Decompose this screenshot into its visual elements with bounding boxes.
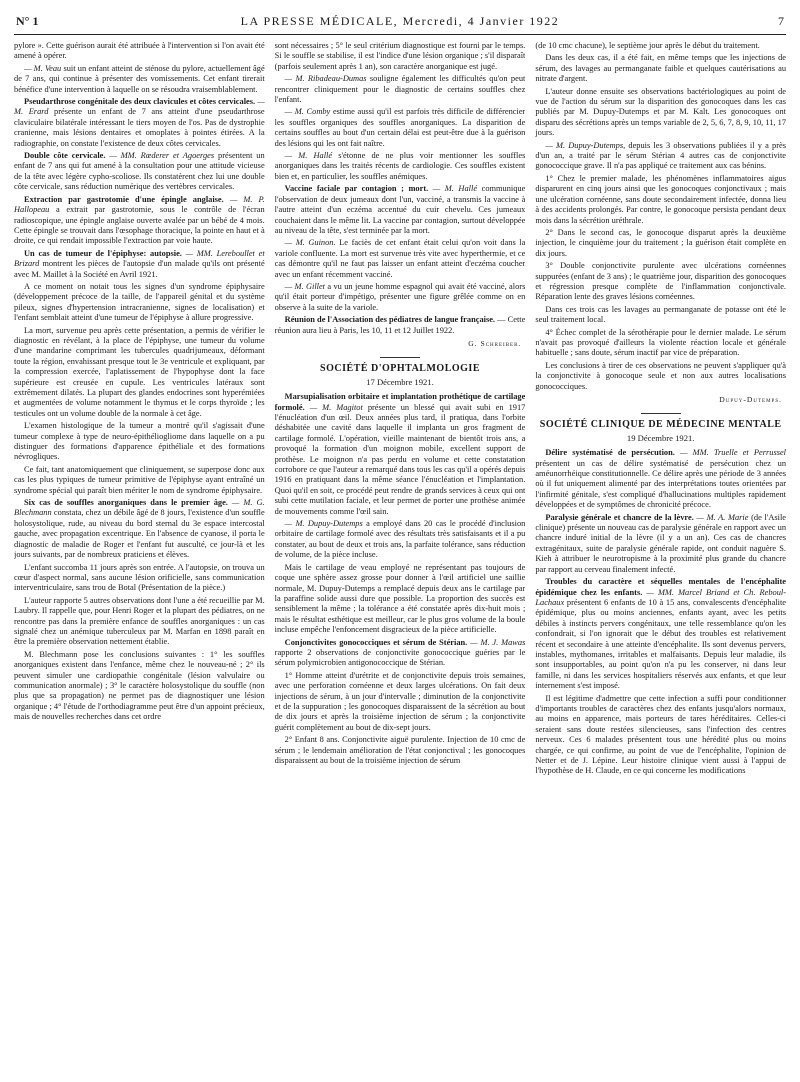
column-3 bbox=[535, 41, 786, 1081]
paragraph bbox=[535, 228, 786, 259]
paragraph bbox=[14, 64, 265, 95]
paragraph bbox=[275, 519, 526, 561]
author-name: — M. Erard bbox=[14, 97, 265, 117]
paragraph bbox=[275, 74, 526, 105]
paragraph-heading: Extraction par gastrotomie d'une épingle anglaise. bbox=[24, 194, 224, 204]
paragraph-text: rapporte 2 observations de conjonctivite gonococcique guéries par le sérum polymicrobien antigonococcique de Stérian. bbox=[274, 647, 526, 668]
signature: G. Schreiber. bbox=[468, 338, 522, 348]
paragraph-text: constata, chez un débile âgé de 8 jours, l'existence d'un souffle holosystolique, rude, au niveau du bord sternal du 3e espace intercostal gauche, avec propagation excentrique. En l'absence de cyanose, il porta le diagnostic de maladie de Roger et l'enfant fut ausculté, ce jour-là et les jours suivants, par de nombreux praticiens et élèves. bbox=[14, 508, 265, 560]
paragraph bbox=[535, 141, 786, 172]
paragraph bbox=[14, 97, 265, 149]
paragraph bbox=[14, 41, 265, 62]
paragraph-text: (de 10 cmc chacune), le septième jour après le début du traitement. bbox=[535, 41, 760, 50]
paragraph-text: pylore ». Cette guérison aurait été attribuée à l'intervention si l'on avait été amené à opérer. bbox=[14, 41, 265, 61]
paragraph-text: Il est légitime d'admettre que cette infection a suffi pour conditionner d'importants troubles de caractères chez des enfants jusqu'alors normaux, au moins en apparence, mais porteurs de tares héréditaires. Celles-ci seraient sans doute restées silencieuses, sans l'infection des centres nerveux. Ces 6 malades présentent tous une hérédité plus ou moins chargée, ce qui confirme, au point de vue de l'encéphalite, l'opinion de Netter et de J. Lépine. Leur histoire clinique vient aussi à l'appui de l'hypothèse de H. Claude, en ce qui concerne les modifications bbox=[535, 693, 786, 776]
paragraph-text: (de l'Asile clinique) présente un nouveau cas de paralysie générale en rapport avec un chancre induré initial de la lèvre (il y a un an). Ces cas de chancres extragénitaux, suite de paralysie générale rapide, ont conduit naguère S. Kieh à attribuer le neurotropisme à la proximité plus grande du chancre par rapport au cerveau finalement infecté. bbox=[535, 512, 786, 574]
author-name: — MM. Marcel Briand et Ch. Reboul-Lachaux bbox=[535, 587, 786, 607]
paragraph bbox=[14, 650, 265, 723]
paragraph bbox=[14, 282, 265, 324]
paragraph-text: 4° Échec complet de la sérothérapie pour le dernier malade. Le sérum n'avait pas provoqué d'ailleurs la violente réaction locale et générale habituelle ; sans doute, sérum inactif par vice de préparation. bbox=[535, 327, 786, 358]
paragraph-heading: Marsupialisation orbitaire et implantation prothétique de cartilage formolé. bbox=[274, 392, 526, 412]
paragraph-text: Ce fait, tant anatomiquement que cliniquement, se superpose donc aux cas les plus typiques de tumeur primitive de l'épiphyse ayant entraîné un syndrome spécial qui paraît bien mériter le nom de syndrome épiphysaire. bbox=[14, 464, 265, 495]
paragraph-text: A ce moment on notait tous les signes d'un syndrome épiphysaire (développement précoce de la taille, de l'appareil génital et du système pileux, signes d'hypertension intracranienne, signes de localisation) et l'enfant semblait atteint d'une tumeur de l'épiphyse à allure progressive. bbox=[14, 281, 265, 323]
paragraph bbox=[275, 41, 526, 72]
author-name: — M. Ribadeau-Dumas bbox=[284, 74, 367, 84]
paragraph-text: La mort, survenue peu après cette présentation, a permis de vérifier le diagnostic en révélant, à la place de l'épiphyse, une tumeur du volume d'une mandarine comprimant les tubercules quadrijumeaux, déformant toute la région, envahissant presque tout le 3e ventricule et expliquant, par la compression exercée, l'aplatissement de l'hypophyse dont la face supérieure est creusée en cupule. Les ventricules latéraux sont extrêmement dilatés. La plupart des glandes endocrines sont hyperémiées et augmentées de volume notamment le thymus et le corps thyroïde ; les testicules ont un volume double de la normale à cet âge. bbox=[14, 325, 265, 418]
paragraph bbox=[14, 563, 265, 594]
issue-number: N° 1 bbox=[16, 14, 39, 28]
paragraph-text: a vu un jeune homme espagnol qui avait été vacciné, alors qu'il était porteur d'impétigo, présenter une figure grêlée comme on en observe à la suite de la variole. bbox=[274, 281, 526, 312]
paragraph bbox=[14, 465, 265, 496]
paragraph bbox=[535, 305, 786, 326]
paragraph-text: depuis les 3 observations publiées il y a près d'un an, a traité par le sérum Stérian 4 autres cas de conjonctivite gonococcique grave. Il n'a pas appliqué ce traitement aux cas bénins. bbox=[535, 140, 786, 171]
paragraph-heading: Vaccine faciale par contagion ; mort. bbox=[284, 184, 429, 194]
column-1 bbox=[14, 41, 265, 1081]
paragraph-text: a extrait par gastrotomie, sous le contrôle de l'écran radioscopique, une épingle anglaise ouverte avalée par un bébé de 4 mois. Cette épingle se trouvait dans l'œsophage thoracique, la pointe en haut et à droite, ce qui rendait impossible l'extraction par voie haute. bbox=[14, 205, 265, 246]
paragraph-heading: Paralysie générale et chancre de la lèvre. bbox=[545, 512, 694, 522]
author-name: — M. Gillet bbox=[284, 281, 326, 291]
paragraph-text: Dans ces trois cas les lavages au permanganate de potasse ont été le seul traitement local. bbox=[535, 304, 786, 325]
paragraph bbox=[535, 577, 786, 691]
paragraph bbox=[535, 694, 786, 777]
paragraph bbox=[275, 282, 526, 313]
text-columns bbox=[14, 41, 786, 1081]
paragraph bbox=[14, 421, 265, 463]
paragraph bbox=[535, 87, 786, 139]
paragraph bbox=[535, 328, 786, 359]
author-name: — M. Dupuy-Dutemps, bbox=[545, 140, 626, 150]
author-name: — M. J. Mawas bbox=[467, 637, 526, 647]
paragraph bbox=[275, 392, 526, 517]
paragraph-text: L'enfant succomba 11 jours après son entrée. A l'autopsie, on trouva un cœur d'aspect normal, sans aucune lésion orificielle, sans communication interventriculaire, sans trou de Botal (Présentation de la pièce.) bbox=[14, 562, 265, 593]
author-name: — M. Dupuy-Dutemps bbox=[284, 519, 363, 529]
divider bbox=[641, 413, 681, 414]
paragraph-text: souligne également les difficultés qu'on peut rencontrer cliniquement pour le diagnostic de certains souffles chez l'enfant. bbox=[274, 74, 526, 105]
paragraph bbox=[275, 735, 526, 766]
section-title: SOCIÉTÉ D'OPHTALMOLOGIE bbox=[320, 363, 480, 375]
page-header bbox=[14, 6, 786, 35]
paragraph-text: Les conclusions à tirer de ces observations ne peuvent s'appliquer qu'à la conjonctivite à gonocoque seule et non aux autres localisations gonococciques. bbox=[535, 360, 786, 391]
section-date: 17 Décembre 1921. bbox=[366, 376, 434, 387]
author-name: — M. Veau bbox=[24, 63, 62, 73]
paragraph-text: présente un blessé qui avait subi en 1917 l'énucléation d'un œil. Deux années plus tard, il pratiqua, dans l'orbite déshabitée une cavité dans laquelle il implanta un gros fragment de cartilage formolé. L'opération, vieille maintenant de bientôt trois ans, a provoqué la formation d'un moignon mobile, excellent support de prothèse. Le moignon n'a pas perdu en volume et cette constatation corrobore ce que l'auteur a remarqué dans tous les cas qu'il a opérés depuis 1916 en pratiquant dans la même séance l'énucléation et l'implantation. Quoi qu'il en soit, ce procédé peut rendre de grands services à ceux qui ont subi cette mutilation faciale, et leur permet de porter une prothèse animée de mouvements comme l'œil sain. bbox=[274, 402, 526, 516]
author-name: — MM. Truelle et Perrussel bbox=[674, 448, 786, 458]
signature: Dupuy-Dutemps. bbox=[719, 395, 783, 404]
paragraph bbox=[535, 53, 786, 84]
paragraph-text: présentent un cas de délire systématisé de persécution chez un améunorrhéique constitutionnelle. Ce délire après une période de 3 années où il fut uniquement alimenté par des interprétations toutes orientées par l'infirmité génitale, s'est compliqué d'hallucinations multiples rapidement développées et de symptômes de chronicité précoce. bbox=[535, 458, 786, 510]
paragraph-text: communique l'observation de deux jumeaux dont l'un, vacciné, a transmis la vaccine à l'autre atteint d'un eczéma accentué du cuir chevelu. Ces jumeaux couchaient dans le même lit. La vaccine par contagion, surtout développée au niveau de la tête, s'est terminée par la mort. bbox=[274, 184, 526, 235]
masthead-title: LA PRESSE MÉDICALE, Mercredi, 4 Janvier 1922 bbox=[240, 14, 560, 28]
author-name: — M. A. Marie bbox=[693, 512, 749, 522]
paragraph-heading: Délire systématisé de persécution. bbox=[545, 448, 675, 458]
paragraph-text: 2° Enfant 8 ans. Conjonctivite aiguë purulente. Injection de 10 cmc de sérum ; le lendemain amélioration de l'état conjonctival ; les gonocoques disparaissent au bout de la troisième injection de sérum bbox=[274, 735, 526, 765]
author-name: — MM. Lereboullet et Brizard bbox=[14, 248, 265, 269]
paragraph bbox=[275, 151, 526, 182]
paragraph bbox=[275, 184, 526, 236]
paragraph-text: 1° Homme atteint d'urétrite et de conjonctivite depuis trois semaines, avec une perforation cornéenne et deux larges ulcérations. On fait deux injections de sérum, à un jour d'intervalle ; diminution de la conjonctivite et de la suppuration ; les gonocoques disparaissent de la sécrétion au bout de dix jours et après la troisième injection de sérum ; la conjonctivite guérit complètement au bout de dix-sept jours. bbox=[274, 670, 526, 732]
paragraph-text: 2° Dans le second cas, le gonocoque disparut après la deuxième injection, le cinquième jour du traitement ; la guérison était complète en dix jours. bbox=[535, 227, 786, 258]
author-name: — M. G. Blechmann bbox=[14, 498, 265, 518]
paragraph bbox=[14, 498, 265, 560]
paragraph-text: M. Blechmann pose les conclusions suivantes : 1° les souffles anorganiques existent dans l'enfance, même chez le nouveau-né ; 2° ils peuvent simuler une cardiopathie congénitale (lésion valvulaire ou communication anormale) ; 3° le caractère holosystolique du souffle (non plus que sa propagation) ne permet pas de diagnostiquer une lésion organique ; 4° l'étude de l'orthodiagramme peut être d'un appoint précieux, mais de nouvelles recherches dans cet ordre bbox=[14, 649, 265, 722]
paragraph bbox=[14, 195, 265, 247]
column-2 bbox=[275, 41, 526, 1081]
paragraph bbox=[535, 513, 786, 575]
paragraph bbox=[275, 107, 526, 149]
paragraph bbox=[275, 315, 526, 336]
paragraph-text: s'étonne de ne plus voir mentionner les souffles anorganiques dans les traités récents de cardiologie. Ces souffles existent bien et, en particulier, les souffles anémiques. bbox=[274, 151, 526, 181]
paragraph-heading: Double côte cervicale. bbox=[24, 151, 106, 161]
paragraph bbox=[275, 563, 526, 636]
paragraph-text: estime aussi qu'il est parfois très difficile de différencier les souffles organiques des souffles anorganiques. La disparition de certains souffles au bout d'un certain délai est peut-être due à la guérison des lésions qui les ont fait naître. bbox=[274, 107, 526, 148]
paragraph-text: — Cette réunion aura lieu à Paris, les 10, 11 et 12 Juillet 1922. bbox=[274, 315, 526, 335]
paragraph-text: L'auteur rapporte 5 autres observations dont l'une a été recueillie par M. Laubry. Il rappelle que, pour Henri Roger et la plupart des pédiatres, on ne rencontre pas dans la première enfance de souffles anorganiques : un cas signalé chez un anémique tuberculeux par M. Marfan en 1898 paraît en être la première observation nettement établie. bbox=[14, 595, 265, 647]
author-name: — M. Hallé bbox=[284, 151, 333, 161]
paragraph bbox=[14, 151, 265, 193]
paragraph bbox=[535, 41, 786, 51]
paragraph-text: suit un enfant atteint de sténose du pylore, actuellement âgé de 7 ans, qui continue à présenter des vomissements. Cet enfant tirerait bénéfice d'une intervention à laquelle on se résoudra vraisemblablement. bbox=[14, 63, 265, 94]
paragraph-text: Mais le cartilage de veau employé ne représentant pas toujours de coque une sphère assez grosse pour donner à l'œil artificiel une saillie normale, M. Dupuy-Dutemps a remplacé depuis deux ans le cartilage par la paraffine solide aussi dure que possible. La proportion des succès est sensiblement la même ; la tolérance a été constatée après dix-huit mois ; mais le résultat esthétique est meilleur, car le plus gros volume de la boule incluse empêche l'enfoncement disgracieux de la pièce artificielle. bbox=[274, 562, 526, 635]
paragraph bbox=[535, 448, 786, 510]
paragraph-text: montrent les pièces de l'autopsie d'un malade qu'ils ont présenté avec M. Maillet à la Société en Avril 1921. bbox=[14, 259, 265, 279]
paragraph-text: présentent 6 enfants de 10 à 15 ans, convalescents d'encéphalite épidémique, plus ou moins anciennes, enfants ayant, avec les petits débiles à instincts pervers congénitaux, une telle ressemblance qu'on les confondrait, si l'on ignorait que le début des troubles est relativement récent et secondaire à une atteinte d'encéphalite. Ils sont devenus pervers, instables, mythomanes, irritables et malfaisants. Depuis leur maladie, ils sont insupportables, au point qu'on n'a pu les conserver, ni dans leur famille, ni dans les services hospitaliers réservés aux enfants, et que leur internement s'est imposé. bbox=[535, 597, 786, 691]
paragraph-text: 3° Double conjonctivite purulente avec ulcérations cornéennes suppurées (enfant de 3 ans) ; le quatrième jour, disparition des gonocoques et régression presque complète de l'inflammation conjonctivale. Réparation lente des graves lésions cornéennes. bbox=[535, 261, 786, 302]
page-number: 7 bbox=[778, 14, 784, 28]
paragraph bbox=[275, 638, 526, 669]
paragraph-text: a employé dans 20 cas le procédé d'inclusion orbitaire de cartilage formolé avec des résultats très satisfaisants et il a pu constater, au bout de deux et trois ans, la parfaite tolérance, sans réduction de volume, de la pièce incluse. bbox=[274, 519, 526, 560]
paragraph-heading: Pseudarthrose congénitale des deux clavicules et côtes cervicales. bbox=[24, 97, 256, 107]
author-name: — MM. Rœderer et Agoerges bbox=[105, 151, 215, 161]
paragraph-text: présente un enfant de 7 ans atteint d'une pseudarthrose claviculaire bilatérale intéressant le tiers moyen de l'os. Pas de dystrophie cranienne, mais lésions dentaires et omoplates à pointes étirées. A la radiographie, on constate l'existence de deux côtes cervicales. bbox=[14, 107, 265, 148]
paragraph bbox=[535, 174, 786, 226]
paragraph-text: 1° Chez le premier malade, les phénomènes inflammatoires aigus disparurent en cinq jours ainsi que les gonocoques conjonctivaux ; mais une ulcération cornéenne, sans doute secondairement infectée, donna lieu à des accidents prolongés. Par contre, le gonocoque persista pendant deux mois dans la sécrétion uréthrale. bbox=[535, 173, 786, 225]
paragraph bbox=[275, 238, 526, 280]
paragraph-text: L'examen histologique de la tumeur a montré qu'il s'agissait d'une tumeur complexe à type de neuro-épithéliogliome dans laquelle on a pu distinguer des formations d'apparence épithéliale et des formations névrogliques. bbox=[14, 421, 265, 462]
author-name: — M. Guinon. bbox=[284, 238, 336, 248]
paragraph-heading: Six cas de souffles anorganiques dans le premier âge. bbox=[24, 498, 228, 508]
paragraph-heading: Troubles du caractère et séquelles mentales de l'encéphalite épidémique chez les enfants. bbox=[535, 577, 786, 597]
paragraph-text: L'auteur donne ensuite ses observations bactériologiques au point de vue de l'action du sérum sur la disparition des gonocoques dans les cas publiés par M. Dupuy-Dutemps et par M. Kalt. Les gonocoques ont disparu des sécrétions après un temps variable de 2, 5, 6, 7, 8, 9, 10, 11, 17 jours. bbox=[535, 86, 786, 138]
paragraph-text: Le faciès de cet enfant était celui qu'on voit dans la variole confluente. La mort est survenue très vite avec hyperthermie, et ce cas démontre qu'il ne faut pas laisser un enfant atteint d'eczéma coucher avec un enfant récemment vacciné. bbox=[274, 238, 526, 279]
section-date: 19 Décembre 1921. bbox=[626, 432, 695, 443]
paragraph-heading: Réunion de l'Association des pédiatres de langue française. bbox=[284, 315, 496, 325]
author-name: — M. Hallé bbox=[428, 184, 478, 194]
paragraph-heading: Un cas de tumeur de l'épiphyse: autopsie. bbox=[24, 248, 182, 258]
divider bbox=[380, 357, 420, 358]
author-name: — M. Magitot bbox=[304, 402, 363, 412]
paragraph-heading: Conjonctivites gonococciques et sérum de Stérian. bbox=[284, 637, 468, 647]
paragraph bbox=[535, 361, 786, 392]
section-title: SOCIÉTÉ CLINIQUE DE MÉDECINE MENTALE bbox=[539, 419, 782, 431]
paragraph bbox=[535, 261, 786, 303]
paragraph bbox=[275, 671, 526, 733]
paragraph bbox=[14, 326, 265, 420]
paragraph bbox=[14, 249, 265, 280]
paragraph-text: sont nécessaires ; 5° le seul critérium diagnostique est fourni par le temps. Si le souffle se stabilise, il est l'indice d'une lésion organique ; s'il disparaît (parfois seulement après 1 an), son caractère anorganique est jugé. bbox=[274, 41, 526, 71]
paragraph bbox=[14, 596, 265, 648]
author-name: — M. Comby bbox=[284, 107, 331, 117]
author-name: — M. P. Hallopeau bbox=[14, 194, 265, 215]
paragraph-text: Dans les deux cas, il a été fait, en même temps que les injections de sérum, des lavages au permanganate faible et quelques cautérisations au nitrate d'argent. bbox=[535, 53, 786, 84]
paragraph-text: présentent un enfant de 7 ans qui fut amené à la consultation pour une attitude vicieuse de la tête avec légère cypho-scoliose. Ils constatèrent chez lui une double côte cervicale, sans réduction numérique des vertèbres cervicales. bbox=[14, 151, 265, 192]
